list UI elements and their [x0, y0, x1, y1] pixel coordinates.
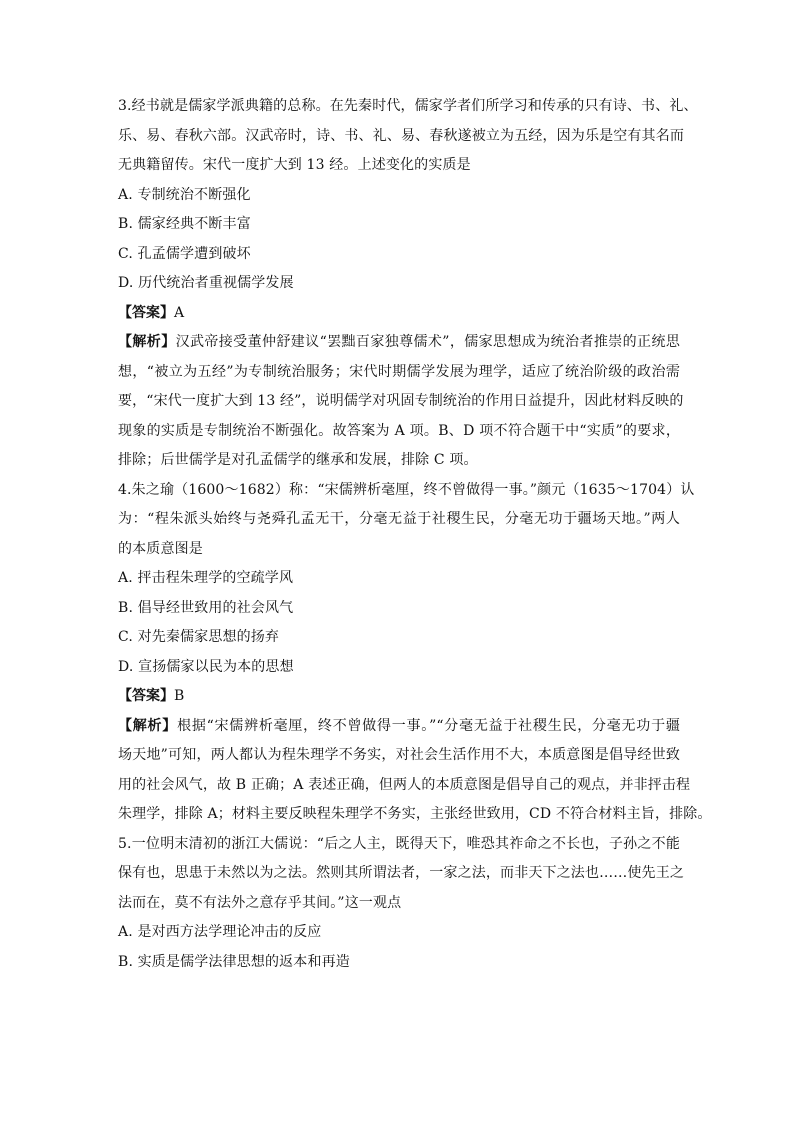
question-5 [118, 830, 684, 978]
option-a: A. 抨击程朱理学的空疏学风 [118, 570, 294, 586]
question-3 [118, 92, 698, 476]
analysis-line [118, 712, 680, 742]
option-c: C. 对先秦儒家思想的扬弃 [118, 629, 280, 645]
question-stem-line: 的本质意图是 [118, 540, 203, 557]
question-stem-line: 无典籍留传。宋代一度扩大到 13 经。上述变化的实质是 [118, 157, 471, 173]
analysis-line: 场天地”可知，两人都认为程朱理学不务实，对社会生活作用不大，本质意图是倡导经世致 [118, 747, 680, 763]
analysis-line: 要，“宋代一度扩大到 13 经”，说明儒学对巩固专制统治的作用日益提升，因此材料反映的 [118, 393, 684, 409]
question-stem-line: 4.朱之瑜（1600～1682）称：“宋儒辨析毫厘，终不曾做得一事。”颜元（1635～1704）认 [118, 481, 695, 498]
analysis-line [118, 328, 680, 358]
question-stem-line: 5.一位明末清初的浙江大儒说：“后之人主，既得天下，唯恐其祚命之不长也，子孙之不能 [118, 835, 680, 852]
question-stem-line: 3.经书就是儒家学派典籍的总称。在先秦时代，儒家学者们所学习和传承的只有诗、书、礼、 [118, 98, 698, 114]
option-a: A. 是对西方法学理论冲击的反应 [118, 924, 322, 940]
analysis-line: 现象的实质是专制统治不断强化。故答案为 A 项。B、D 项不符合题干中“实质”的要求， [118, 422, 680, 439]
analysis-tag: 【解析】 [118, 717, 178, 734]
option-b: B. 儒家经典不断丰富 [118, 216, 251, 232]
analysis-line: 朱理学，排除 A；材料主要反映程朱理学不务实，主张经世致用，CD 不符合材料主旨，排除。 [118, 806, 712, 822]
analysis-line: 想，“被立为五经”为专制统治服务；宋代时期儒学发展为理学，适应了统治阶级的政治需 [118, 363, 680, 380]
option-d: D. 历代统治者重视儒学发展 [118, 275, 294, 291]
option-b: B. 实质是儒学法律思想的返本和再造 [118, 953, 350, 970]
option-b: B. 倡导经世致用的社会风气 [118, 599, 294, 616]
answer-value: B [174, 688, 185, 704]
analysis-line: 排除；后世儒学是对孔孟儒学的继承和发展，排除 C 项。 [118, 452, 478, 468]
document-page [118, 92, 712, 977]
question-4 [118, 476, 712, 830]
analysis-tag: 【解析】 [118, 334, 176, 350]
answer-line [118, 299, 680, 329]
option-d: D. 宣扬儒家以民为本的思想 [118, 658, 294, 675]
answer-tag: 【答案】 [118, 688, 174, 704]
answer-value: A [174, 304, 185, 321]
question-stem-line: 为：“程朱派头始终与尧舜孔孟无干，分毫无益于社稷生民，分毫无功于疆场天地。”两人 [118, 511, 680, 527]
analysis-line: 用的社会风气，故 B 正确；A 表述正确，但两人的本质意图是倡导自己的观点，并非抨击程 [118, 776, 691, 793]
option-a: A. 专制统治不断强化 [118, 186, 251, 203]
answer-line [118, 682, 680, 712]
option-c: C. 孔孟儒学遭到破坏 [118, 245, 251, 262]
analysis-text: 根据“宋儒辨析毫厘，终不曾做得一事。”“分毫无益于社稷生民，分毫无功于疆 [177, 717, 680, 734]
question-stem-line: 乐、易、春秋六部。汉武帝时，诗、书、礼、易、春秋遂被立为五经，因为乐是空有其名而 [118, 127, 684, 144]
question-stem-line: 法而在，莫不有法外之意存乎其间。”这一观点 [118, 894, 402, 911]
analysis-text: 汉武帝接受董仲舒建议“罢黜百家独尊儒术”，儒家思想成为统治者推崇的正统思 [175, 334, 680, 350]
answer-tag: 【答案】 [118, 304, 174, 321]
question-stem-line: 保有也，思患于未然以为之法。然则其所谓法者，一家之法，而非天下之法也……使先王之 [118, 865, 684, 881]
